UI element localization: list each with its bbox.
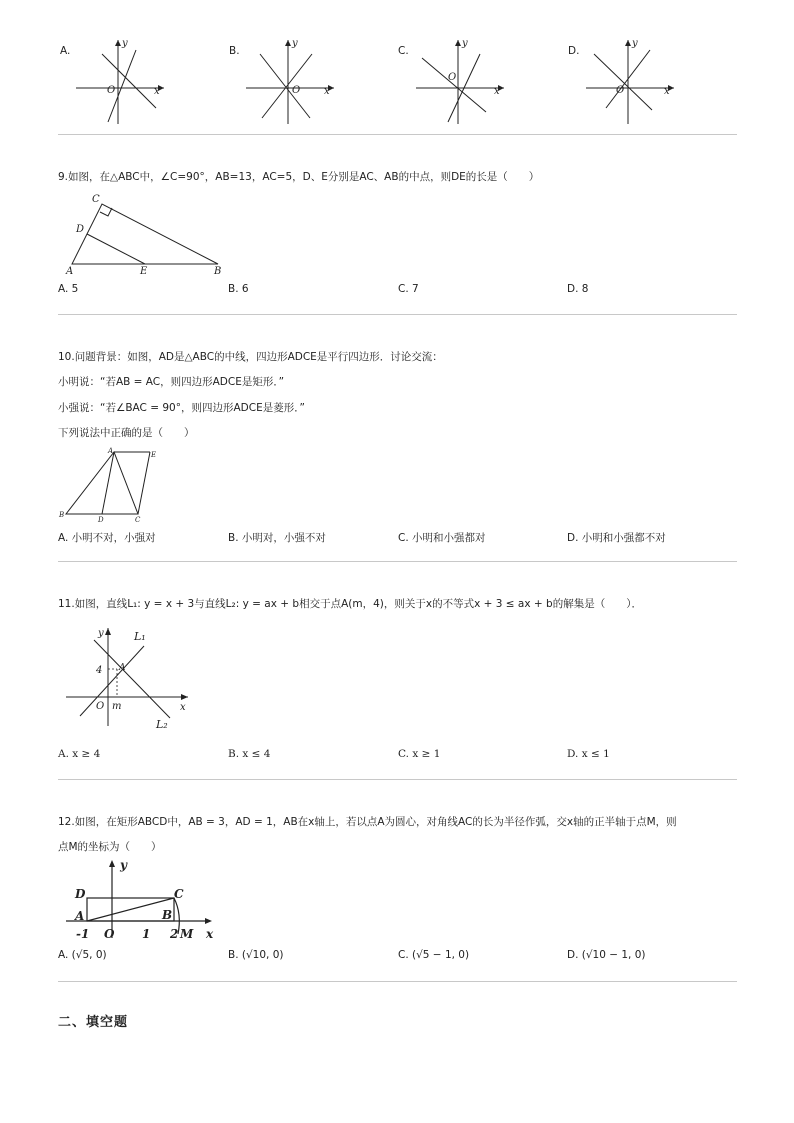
q11-option-a: A. x ≥ 4 (58, 748, 101, 760)
q8-option-a-label: A. (60, 45, 71, 57)
q11-option-d: D. x ≤ 1 (567, 748, 610, 760)
svg-text:y: y (632, 38, 638, 49)
q10-label-d: D (98, 516, 104, 524)
q8-option-d-graph (582, 36, 682, 128)
q10-option-b: B. 小明对，小强不对 (228, 532, 326, 544)
q12-label-neg1: -1 (76, 927, 90, 941)
q9-label-c: C (92, 194, 100, 205)
q10-label-e: E (151, 451, 157, 459)
svg-text:x: x (324, 86, 330, 97)
q12-option-c: C. (√5 − 1, 0) (398, 949, 470, 961)
q12-stem-2: 点M的坐标为（ ） (58, 841, 162, 853)
q12-label-b: B (162, 908, 173, 922)
q10-xiaoqiang: 小强说：“若∠BAC = 90°，则四边形ADCE是菱形．” (58, 402, 305, 414)
divider (58, 134, 737, 135)
q12-label-o: O (104, 927, 115, 941)
q8-option-c-label: C. (398, 45, 409, 57)
q12-label-d: D (75, 887, 86, 901)
divider (58, 314, 737, 315)
section-title: 二、填空题 (58, 1015, 129, 1030)
svg-text:O: O (292, 85, 301, 96)
q9-option-d: D. 8 (567, 283, 589, 295)
q12-label-1: 1 (142, 927, 151, 941)
svg-text:x: x (494, 86, 500, 97)
q10-label-c: C (135, 516, 141, 524)
svg-text:y: y (292, 38, 298, 49)
svg-text:O: O (616, 85, 625, 96)
q12-label-c: C (174, 887, 184, 901)
q12-figure (62, 858, 222, 944)
q11-label-a: A (119, 663, 126, 673)
divider (58, 981, 737, 982)
q8-option-c-graph (412, 36, 512, 128)
q8-a-x: x (154, 86, 160, 97)
svg-text:O: O (448, 72, 457, 83)
q8-option-b-label: B. (229, 45, 240, 57)
q9-figure (62, 188, 232, 278)
q8-option-b-graph (242, 36, 342, 128)
q12-option-b: B. (√10, 0) (228, 949, 284, 961)
q9-stem: 9.如图，在△ABC中，∠C=90°，AB=13，AC=5，D、E分别是AC、AB的中点，则DE的长是（ ） (58, 171, 540, 183)
q11-option-b: B. x ≤ 4 (228, 748, 271, 760)
q9-option-b: B. 6 (228, 283, 249, 295)
q10-question: 下列说法中正确的是（ ） (58, 427, 195, 439)
q11-label-4: 4 (96, 665, 103, 676)
q9-option-a: A. 5 (58, 283, 79, 295)
q12-option-d: D. (√10 − 1, 0) (567, 949, 646, 961)
q11-label-l2: L₂ (156, 718, 168, 731)
q11-figure (62, 622, 196, 734)
q8-option-a-graph (72, 36, 172, 128)
q9-label-b: B (214, 266, 222, 277)
q9-label-d: D (76, 224, 85, 235)
q10-option-d: D. 小明和小强都不对 (567, 532, 666, 544)
q11-option-c: C. x ≥ 1 (398, 748, 441, 760)
q10-option-c: C. 小明和小强都对 (398, 532, 486, 544)
svg-text:x: x (664, 86, 670, 97)
q11-label-o: O (96, 701, 105, 712)
q12-label-a: A (75, 909, 85, 923)
q10-label-a: A (108, 447, 114, 455)
q10-option-a: A. 小明不对，小强对 (58, 532, 156, 544)
q9-label-e: E (140, 266, 148, 277)
divider (58, 561, 737, 562)
q10-xiaoming: 小明说：“若AB = AC，则四边形ADCE是矩形．” (58, 376, 285, 388)
q12-label-m: M (180, 927, 194, 941)
q8-option-d-label: D. (568, 45, 580, 57)
q10-label-b: B (59, 511, 65, 519)
q8-a-y: y (122, 38, 128, 49)
q10-figure (56, 444, 168, 526)
svg-text:y: y (462, 38, 468, 49)
q12-option-a: A. (√5, 0) (58, 949, 107, 961)
q11-label-y: y (98, 628, 104, 639)
q12-label-y: y (120, 858, 127, 872)
q11-label-m: m (112, 701, 122, 712)
q11-stem: 11.如图，直线L₁: y = x + 3与直线L₂: y = ax + b相交于点A(m，4)，则关于x的不等式x + 3 ≤ ax + b的解集是（ ）． (58, 598, 642, 610)
q12-label-2: 2 (170, 927, 179, 941)
q11-label-x: x (180, 702, 186, 713)
q10-stem: 10.问题背景：如图，AD是△ABC的中线，四边形ADCE是平行四边形．讨论交流： (58, 351, 443, 363)
divider (58, 779, 737, 780)
q12-stem: 12.如图，在矩形ABCD中，AB = 3，AD = 1，AB在x轴上，若以点A为圆心，对角线AC的长为半径作弧，交x轴的正半轴于点M，则 (58, 816, 677, 828)
q12-label-x: x (206, 927, 214, 941)
q9-label-a: A (66, 266, 74, 277)
q9-option-c: C. 7 (398, 283, 419, 295)
q8-a-o: O (107, 85, 116, 96)
q11-label-l1: L₁ (134, 630, 146, 643)
